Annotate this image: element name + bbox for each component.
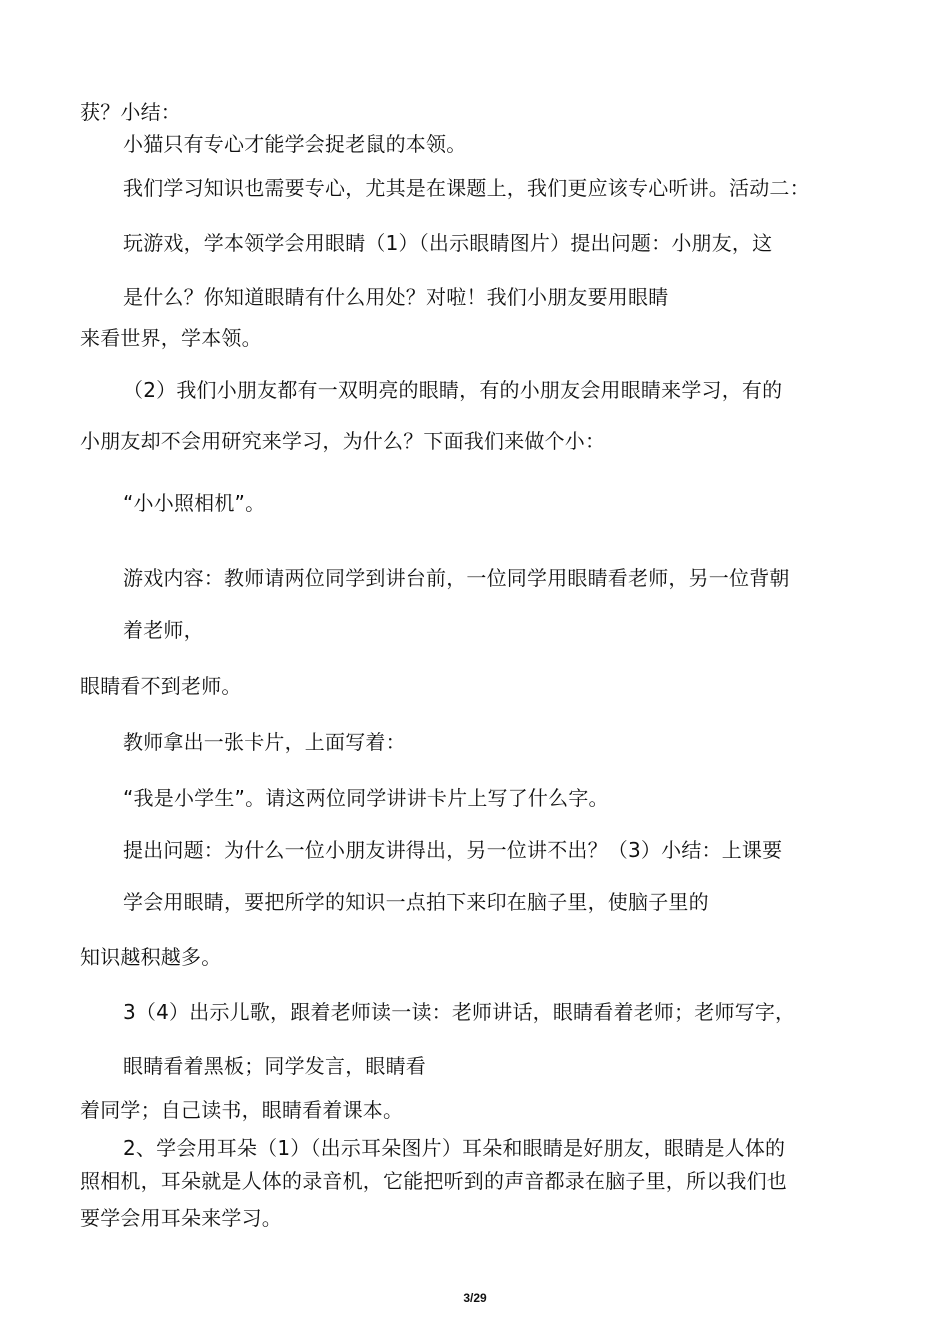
page-number: 3/29 xyxy=(463,1291,487,1305)
text-line: 是什么？你知道眼睛有什么用处？对啦！我们小朋友要用眼睛 xyxy=(123,285,669,309)
text-line: 眼睛看着黑板；同学发言，眼睛看 xyxy=(123,1054,426,1078)
text-line: 知识越积越多。 xyxy=(80,945,222,969)
text-line: 眼睛看不到老师。 xyxy=(80,674,242,698)
text-line: 来看世界，学本领。 xyxy=(80,326,262,350)
text-line: 2、学会用耳朵（1）（出示耳朵图片）耳朵和眼睛是好朋友，眼睛是人体的 xyxy=(123,1136,786,1160)
text-line: 我们学习知识也需要专心，尤其是在课题上，我们更应该专心听讲。活动二： xyxy=(123,176,810,200)
text-line: 着老师， xyxy=(123,618,204,642)
text-line: 游戏内容：教师请两位同学到讲台前，一位同学用眼睛看老师，另一位背朝 xyxy=(123,566,790,590)
text-line: 小猫只有专心才能学会捉老鼠的本领。 xyxy=(123,132,467,156)
text-line: （2）我们小朋友都有一双明亮的眼睛，有的小朋友会用眼睛来学习，有的 xyxy=(123,378,783,402)
text-line: 获？小结： xyxy=(80,100,181,124)
text-line: 要学会用耳朵来学习。 xyxy=(80,1206,282,1230)
text-line: 学会用眼睛，要把所学的知识一点拍下来印在脑子里，使脑子里的 xyxy=(123,890,709,914)
text-line: 玩游戏，学本领学会用眼睛（1）（出示眼睛图片）提出问题：小朋友，这 xyxy=(123,231,773,255)
text-line: 小朋友却不会用研究来学习，为什么？下面我们来做个小： xyxy=(80,429,606,453)
text-line: 3（4）出示儿歌，跟着老师读一读：老师讲话，眼睛看着老师；老师写字， xyxy=(123,1000,796,1024)
text-line: “我是小学生”。请这两位同学讲讲卡片上写了什么字。 xyxy=(123,786,609,810)
text-line: 提出问题：为什么一位小朋友讲得出，另一位讲不出？（3）小结：上课要 xyxy=(123,838,783,862)
text-line: “小小照相机”。 xyxy=(123,491,266,515)
text-line: 照相机，耳朵就是人体的录音机，它能把听到的声音都录在脑子里，所以我们也 xyxy=(80,1169,787,1193)
text-line: 着同学；自己读书，眼睛看着课本。 xyxy=(80,1098,404,1122)
text-line: 教师拿出一张卡片，上面写着： xyxy=(123,730,406,754)
